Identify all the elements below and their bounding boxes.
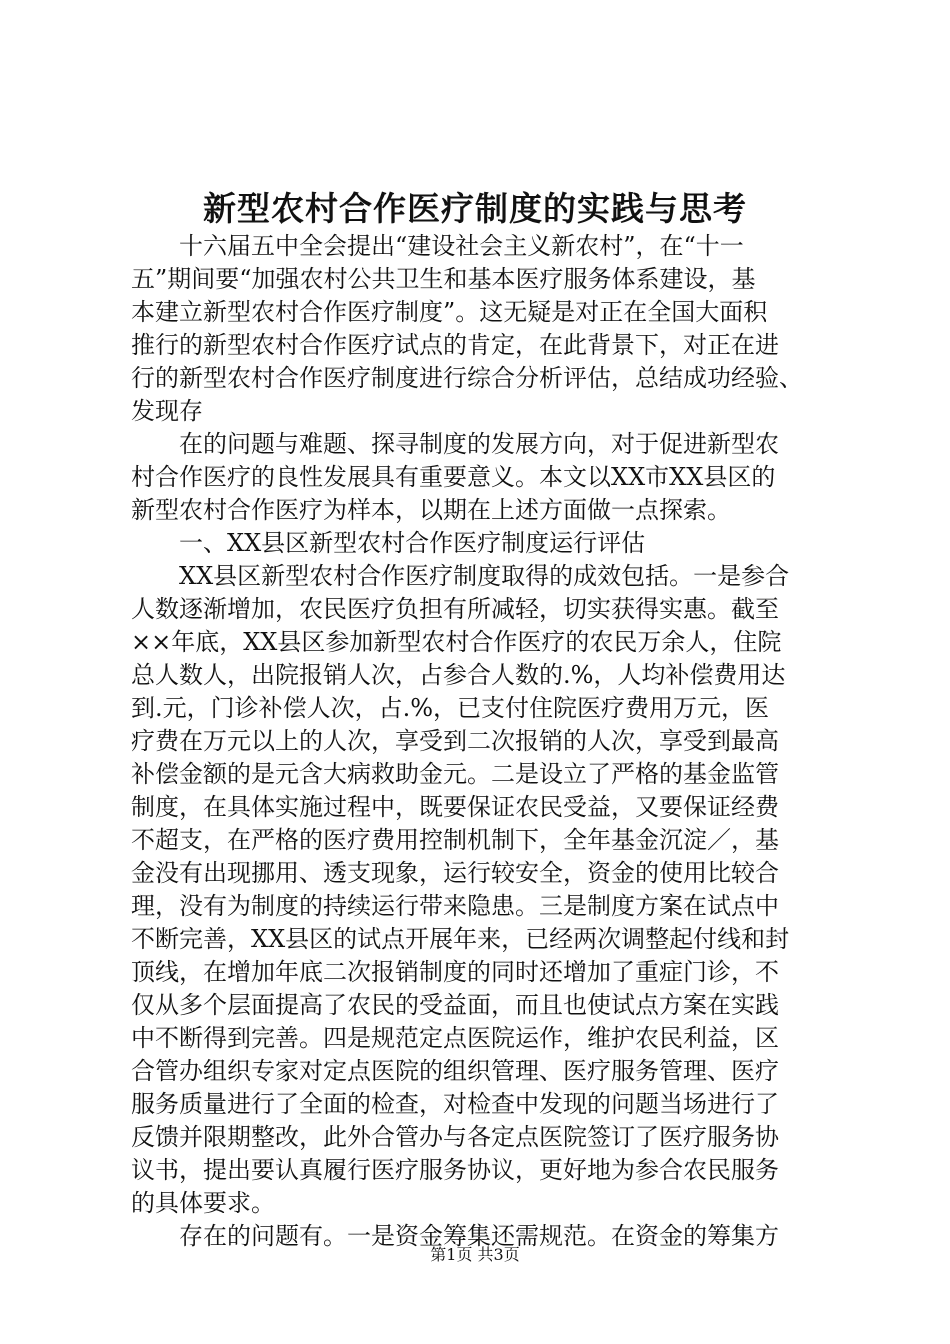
text-line: 推行的新型农村合作医疗试点的肯定，在此背景下，对正在进 (131, 331, 779, 359)
text-line: 顶线，在增加年底二次报销制度的同时还增加了重症门诊，不 (131, 958, 779, 986)
text-line: 村合作医疗的良性发展具有重要意义。本文以XX市XX县区的 (131, 463, 776, 491)
text-line: 中不断得到完善。四是规范定点医院运作，维护农民利益，区 (131, 1024, 779, 1052)
text-line: 本建立新型农村合作医疗制度”。这无疑是对正在全国大面积 (131, 298, 768, 326)
text-line: 总人数人，出院报销人次，占参合人数的.%，人均补偿费用达 (131, 661, 786, 689)
paragraph-1 (131, 230, 831, 428)
text-line: 仅从多个层面提高了农民的受益面，而且也使试点方案在实践 (131, 991, 779, 1019)
text-line: 理，没有为制度的持续运行带来隐患。三是制度方案在试点中 (131, 892, 779, 920)
paragraph-3 (131, 560, 831, 1220)
text-line: 一、XX县区新型农村合作医疗制度运行评估 (179, 529, 646, 557)
text-line: 不断完善，XX县区的试点开展年来，已经两次调整起付线和封 (131, 925, 790, 953)
page-number-footer: 第1页 共3页 (430, 1245, 520, 1264)
text-line: 金没有出现挪用、透支现象，运行较安全，资金的使用比较合 (131, 859, 779, 887)
text-line: 不超支，在严格的医疗费用控制机制下，全年基金沉淀／，基 (131, 826, 779, 854)
section-heading-1 (131, 527, 831, 560)
text-line: 的具体要求。 (131, 1189, 275, 1217)
text-line: 到.元，门诊补偿人次，占.%，已支付住院医疗费用万元，医 (131, 694, 770, 722)
text-line: 人数逐渐增加，农民医疗负担有所减轻，切实获得实惠。截至 (131, 595, 779, 623)
document-title: 新型农村合作医疗制度的实践与思考 (203, 189, 747, 228)
text-line: 十六届五中全会提出“建设社会主义新农村”，在“十一 (179, 232, 744, 260)
text-line: 发现存 (131, 397, 203, 425)
paragraph-2 (131, 428, 831, 527)
text-line: 行的新型农村合作医疗制度进行综合分析评估，总结成功经验、 (131, 364, 803, 392)
text-line: 制度，在具体实施过程中，既要保证农民受益，又要保证经费 (131, 793, 779, 821)
text-line: ××年底，XX县区参加新型农村合作医疗的农民万余人，住院 (131, 628, 782, 656)
text-line: 反馈并限期整改，此外合管办与各定点医院签订了医疗服务协 (131, 1123, 779, 1151)
text-line: 在的问题与难题、探寻制度的发展方向，对于促进新型农 (179, 430, 779, 458)
text-line: 补偿金额的是元含大病救助金元。二是设立了严格的基金监管 (131, 760, 779, 788)
text-line: 疗费在万元以上的人次，享受到二次报销的人次，享受到最高 (131, 727, 779, 755)
text-line: 新型农村合作医疗为样本，以期在上述方面做一点探索。 (131, 496, 731, 524)
text-line: 议书，提出要认真履行医疗服务协议，更好地为参合农民服务 (131, 1156, 779, 1184)
text-line: 存在的问题有。一是资金筹集还需规范。在资金的筹集方 (179, 1222, 779, 1250)
text-line: 合管办组织专家对定点医院的组织管理、医疗服务管理、医疗 (131, 1057, 779, 1085)
text-line: 五”期间要“加强农村公共卫生和基本医疗服务体系建设，基 (131, 265, 756, 293)
text-line: 服务质量进行了全面的检查，对检查中发现的问题当场进行了 (131, 1090, 779, 1118)
document-body (131, 230, 831, 1253)
text-line: XX县区新型农村合作医疗制度取得的成效包括。一是参合 (179, 562, 790, 590)
